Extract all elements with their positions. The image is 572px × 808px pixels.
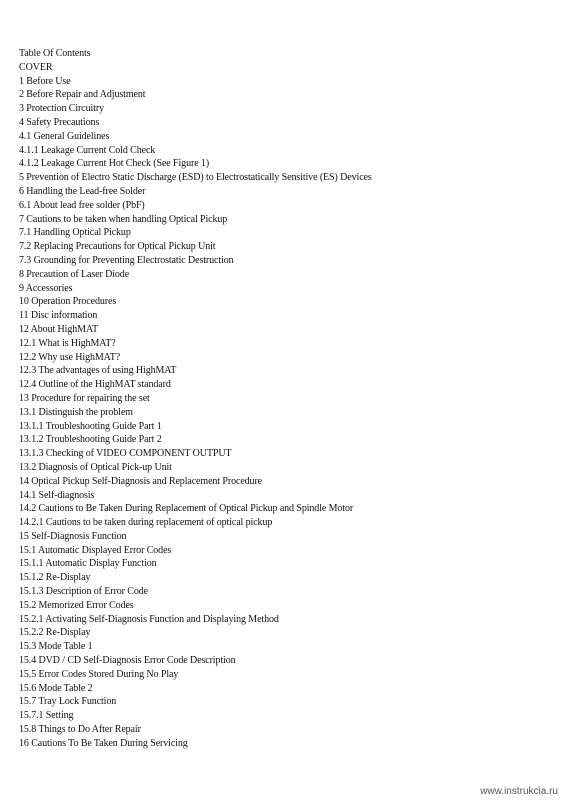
toc-entry[interactable]: 15.2.1 Activating Self-Diagnosis Function and Displaying Method bbox=[19, 613, 279, 625]
table-of-contents bbox=[19, 47, 564, 751]
toc-heading: Table Of Contents bbox=[19, 48, 91, 59]
toc-entry[interactable]: 2 Before Repair and Adjustment bbox=[19, 89, 146, 101]
toc-entry[interactable]: 11 Disc information bbox=[19, 310, 98, 322]
toc-entry[interactable]: 15.4 DVD / CD Self-Diagnosis Error Code Description bbox=[19, 655, 236, 667]
toc-entry[interactable]: 7.2 Replacing Precautions for Optical Pickup Unit bbox=[19, 241, 216, 253]
toc-entry[interactable]: 13.2 Diagnosis of Optical Pick-up Unit bbox=[19, 461, 172, 473]
toc-entry[interactable]: 13.1.3 Checking of VIDEO COMPONENT OUTPUT bbox=[19, 448, 232, 460]
toc-entry[interactable]: 15.7 Tray Lock Function bbox=[19, 696, 117, 708]
toc-entry[interactable]: 8 Precaution of Laser Diode bbox=[19, 268, 130, 280]
toc-entry[interactable]: 7.1 Handling Optical Pickup bbox=[19, 227, 131, 239]
toc-entry[interactable]: 6.1 About lead free solder (PbF) bbox=[19, 199, 145, 211]
toc-entry[interactable]: 13.1.1 Troubleshooting Guide Part 1 bbox=[19, 420, 162, 432]
toc-entry[interactable]: 15.1.1 Automatic Display Function bbox=[19, 558, 157, 570]
toc-entry[interactable]: 4.1.2 Leakage Current Hot Check (See Figure 1) bbox=[19, 158, 210, 170]
toc-entry[interactable]: 12.1 What is HighMAT? bbox=[19, 337, 116, 349]
toc-entry[interactable]: 12.3 The advantages of using HighMAT bbox=[19, 365, 177, 377]
toc-entry[interactable]: 15.2.2 Re-Display bbox=[19, 627, 91, 639]
toc-entry[interactable]: 15.8 Things to Do After Repair bbox=[19, 724, 141, 736]
toc-entry[interactable]: 14.2.1 Cautions to be taken during replacement of optical pickup bbox=[19, 517, 273, 529]
toc-entry[interactable]: 15 Self-Diagnosis Function bbox=[19, 530, 127, 542]
toc-entry[interactable]: 14 Optical Pickup Self-Diagnosis and Replacement Procedure bbox=[19, 475, 263, 487]
toc-entry[interactable]: 15.7.1 Setting bbox=[19, 710, 74, 722]
toc-entry[interactable]: 13.1 Distinguish the problem bbox=[19, 406, 133, 418]
toc-entry[interactable]: 15.2 Memorized Error Codes bbox=[19, 599, 134, 611]
toc-entry[interactable]: 6 Handling the Lead-free Solder bbox=[19, 185, 146, 197]
toc-entry[interactable]: 15.5 Error Codes Stored During No Play bbox=[19, 668, 179, 680]
toc-entry[interactable]: 7 Cautions to be taken when handling Optical Pickup bbox=[19, 213, 228, 225]
toc-entry[interactable]: 10 Operation Procedures bbox=[19, 296, 117, 308]
toc-entry[interactable]: 4.1 General Guidelines bbox=[19, 130, 110, 142]
toc-entry[interactable]: 16 Cautions To Be Taken During Servicing bbox=[19, 737, 188, 749]
footer-watermark: www.instrukcia.ru bbox=[480, 786, 558, 797]
toc-entry[interactable]: 13 Procedure for repairing the set bbox=[19, 392, 150, 404]
toc-entry[interactable]: 15.6 Mode Table 2 bbox=[19, 682, 93, 694]
toc-entry-list bbox=[19, 61, 564, 751]
toc-entry[interactable]: 9 Accessories bbox=[19, 282, 73, 294]
toc-entry[interactable]: 4.1.1 Leakage Current Cold Check bbox=[19, 144, 156, 156]
toc-entry[interactable]: 14.2 Cautions to Be Taken During Replacement of Optical Pickup and Spindle Motor bbox=[19, 503, 354, 515]
toc-entry[interactable]: 7.3 Grounding for Preventing Electrostatic Destruction bbox=[19, 254, 234, 266]
toc-entry[interactable]: 12.4 Outline of the HighMAT standard bbox=[19, 379, 171, 391]
toc-entry[interactable]: 1 Before Use bbox=[19, 75, 71, 87]
toc-entry[interactable]: 15.3 Mode Table 1 bbox=[19, 641, 93, 653]
toc-entry[interactable]: 15.1 Automatic Displayed Error Codes bbox=[19, 544, 172, 556]
toc-entry[interactable]: 4 Safety Precautions bbox=[19, 116, 100, 128]
toc-entry[interactable]: 12.2 Why use HighMAT? bbox=[19, 351, 121, 363]
toc-entry[interactable]: 14.1 Self-diagnosis bbox=[19, 489, 95, 501]
toc-entry[interactable]: 15.1.2 Re-Display bbox=[19, 572, 91, 584]
toc-entry[interactable]: 12 About HighMAT bbox=[19, 323, 98, 335]
toc-entry[interactable]: 15.1.3 Description of Error Code bbox=[19, 586, 148, 598]
toc-entry[interactable]: 3 Protection Circuitry bbox=[19, 103, 105, 115]
toc-entry[interactable]: 5 Prevention of Electro Static Discharge (ESD) to Electrostatically Sensitive (ES) Devices bbox=[19, 172, 372, 184]
toc-entry[interactable]: 13.1.2 Troubleshooting Guide Part 2 bbox=[19, 434, 162, 446]
toc-entry[interactable]: COVER bbox=[19, 61, 53, 73]
